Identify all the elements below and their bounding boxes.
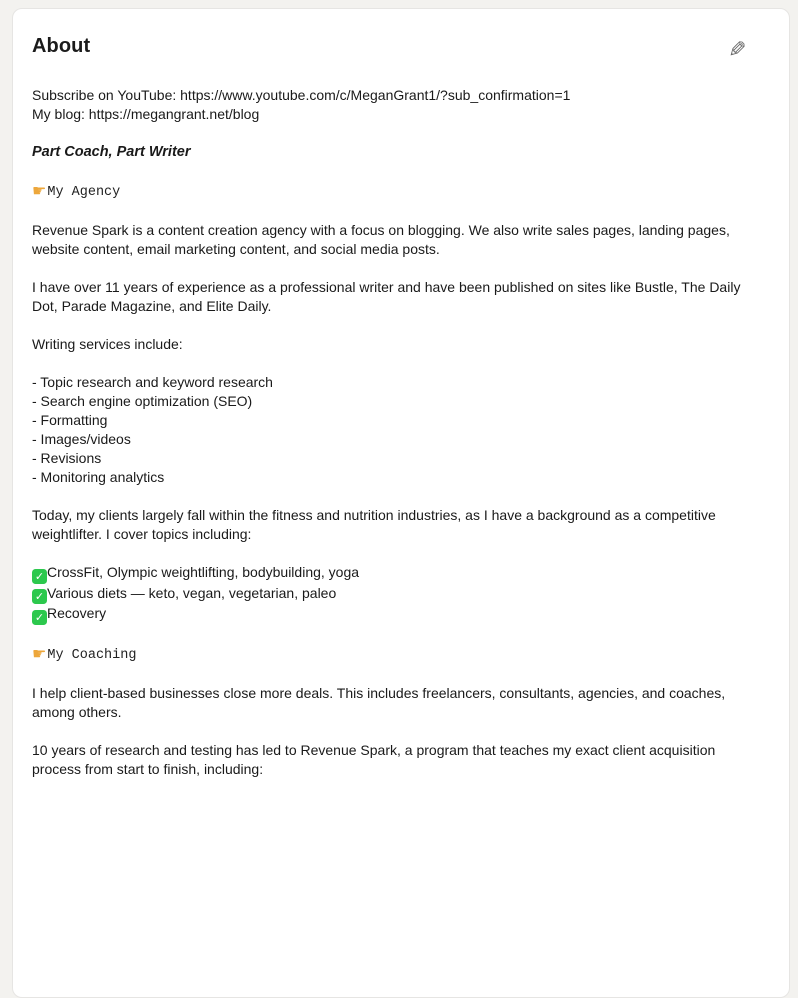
agency-intro-paragraph: Revenue Spark is a content creation agency with a focus on blogging. We also write sales pages, landing pages, website content, email marketing content, and social media posts. — [32, 222, 730, 257]
about-card-header — [32, 33, 757, 67]
topic-label: Recovery — [47, 605, 107, 621]
pointing-finger-icon: ☛ — [32, 643, 47, 663]
coaching-program-paragraph: 10 years of research and testing has led to Revenue Spark, a program that teaches my exact client acquisition process from start to finish, including: — [32, 741, 716, 777]
check-mark-icon: ✓ — [32, 589, 47, 604]
topic-label: CrossFit, Olympic weightlifting, bodybuilding, yoga — [47, 564, 360, 580]
service-item: - Revisions — [32, 450, 102, 466]
service-item: - Formatting — [32, 412, 108, 428]
topic-item — [32, 584, 757, 605]
service-item: - Monitoring analytics — [32, 469, 165, 485]
topic-item — [32, 604, 757, 625]
about-card — [12, 8, 790, 998]
service-item: - Search engine optimization (SEO) — [32, 393, 253, 409]
check-mark-icon: ✓ — [32, 610, 47, 625]
links-block — [32, 86, 757, 124]
experience-paragraph: I have over 11 years of experience as a professional writer and have been published on sites like Bustle, The Daily Dot, Parade Magazine, and Elite Daily. — [32, 279, 741, 314]
agency-heading-label: My Agency — [47, 185, 121, 200]
coaching-heading-label: My Coaching — [47, 647, 137, 663]
pencil-icon: ✎ — [727, 38, 747, 63]
topic-label: Various diets — keto, vegan, vegetarian, paleo — [47, 584, 337, 601]
check-mark-icon: ✓ — [32, 569, 47, 584]
pointing-finger-icon: ☛ — [32, 181, 47, 200]
service-item: - Topic research and keyword research — [32, 374, 273, 390]
services-list — [32, 373, 757, 487]
page-title: About — [32, 35, 91, 57]
tagline: Part Coach, Part Writer — [32, 144, 191, 160]
topics-list — [32, 563, 757, 625]
youtube-link-line: Subscribe on YouTube: https://www.youtube.com/c/MeganGrant1/?sub_confirmation=1 — [32, 87, 571, 103]
edit-about-button[interactable] — [721, 35, 753, 67]
coaching-section-heading — [32, 644, 757, 665]
topic-item — [32, 563, 757, 584]
clients-paragraph: Today, my clients largely fall within the fitness and nutrition industries, as I have a background as a competitive weightlifter. I cover topics including: — [32, 507, 716, 542]
blog-link-line: My blog: https://megangrant.net/blog — [32, 106, 260, 122]
service-item: - Images/videos — [32, 431, 131, 447]
services-intro-line: Writing services include: — [32, 336, 183, 352]
coaching-intro-paragraph: I help client-based businesses close more deals. This includes freelancers, consultants, agencies, and coaches, among others. — [32, 684, 726, 720]
about-text — [32, 86, 757, 779]
agency-section-heading — [32, 181, 757, 202]
